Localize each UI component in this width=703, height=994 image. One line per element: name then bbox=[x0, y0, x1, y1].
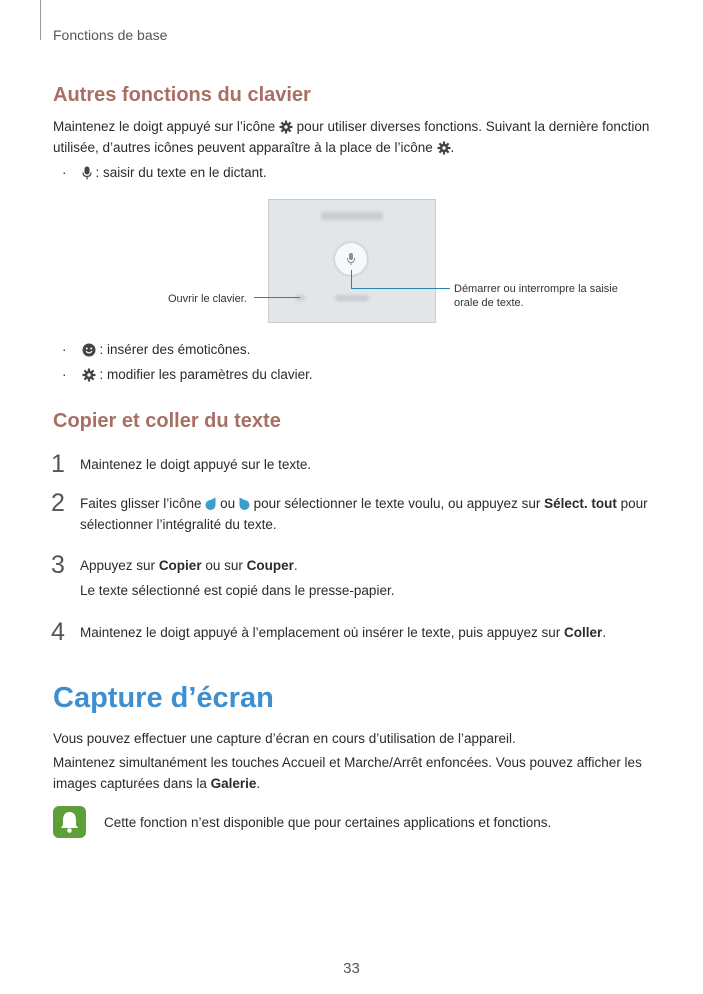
step-number: 4 bbox=[51, 618, 65, 646]
page-number: 33 bbox=[343, 960, 360, 977]
gear-icon bbox=[82, 368, 96, 382]
keyboard-screenshot bbox=[268, 199, 436, 323]
step-text: Maintenez le doigt appuyé à l’emplacement où insérer le texte, puis appuyez sur Coller. bbox=[80, 625, 607, 640]
header-rule bbox=[40, 0, 41, 40]
step-number: 3 bbox=[51, 551, 65, 579]
bullet-mic: · : saisir du texte en le dictant. bbox=[62, 165, 267, 180]
step-number: 1 bbox=[51, 450, 65, 478]
blurred-label bbox=[335, 295, 369, 301]
callout-line-right-h bbox=[351, 288, 450, 289]
section-title-keyboard: Autres fonctions du clavier bbox=[53, 84, 311, 106]
note-bell-icon bbox=[53, 806, 86, 838]
step-text: Appuyez sur Copier ou sur Couper. Le texte sélectionné est copié dans le presse-papier. bbox=[80, 558, 395, 598]
gear-icon bbox=[279, 120, 293, 134]
capture-para-1: Vous pouvez effectuer une capture d’écran en cours d’utilisation de l’appareil. bbox=[53, 731, 516, 746]
step-text: Maintenez le doigt appuyé sur le texte. bbox=[80, 457, 312, 472]
callout-line-left bbox=[254, 297, 300, 298]
section-title-screenshot: Capture d’écran bbox=[53, 682, 274, 714]
step-text: Faites glisser l’icône ou pour sélectionner le texte voulu, ou appuyez sur Sélect. tout pour sélectionner l’intégralité du texte. bbox=[80, 496, 648, 532]
selection-handle-left-icon bbox=[205, 497, 216, 511]
callout-voice-input: Démarrer ou interrompre la saisie orale de texte. bbox=[454, 283, 618, 309]
note-text: Cette fonction n’est disponible que pour certaines applications et fonctions. bbox=[104, 815, 552, 830]
keyboard-toggle-blur bbox=[295, 295, 305, 301]
step-number: 2 bbox=[51, 489, 65, 517]
callout-open-keyboard: Ouvrir le clavier. bbox=[168, 293, 247, 305]
keyboard-intro: Maintenez le doigt appuyé sur l’icône pour utiliser diverses fonctions. Suivant la dernière fonction utilisée, d’autres icônes peuvent apparaître à la place de l’icône . bbox=[53, 119, 650, 155]
running-header: Fonctions de base bbox=[53, 27, 168, 43]
bell-icon bbox=[53, 806, 86, 838]
section-title-copy-paste: Copier et coller du texte bbox=[53, 410, 281, 432]
blurred-title bbox=[321, 212, 383, 220]
microphone-icon bbox=[82, 166, 92, 180]
gear-icon bbox=[437, 141, 451, 155]
emoticon-icon bbox=[82, 343, 96, 357]
bullet-emoji: · : insérer des émoticônes. bbox=[62, 342, 251, 357]
bullet-settings: · : modifier les paramètres du clavier. bbox=[62, 367, 313, 382]
capture-para-2: Maintenez simultanément les touches Accueil et Marche/Arrêt enfoncées. Vous pouvez afficher les images capturées dans la Galerie. bbox=[53, 755, 642, 791]
callout-line-right-v bbox=[351, 270, 352, 288]
selection-handle-right-icon bbox=[239, 497, 250, 511]
